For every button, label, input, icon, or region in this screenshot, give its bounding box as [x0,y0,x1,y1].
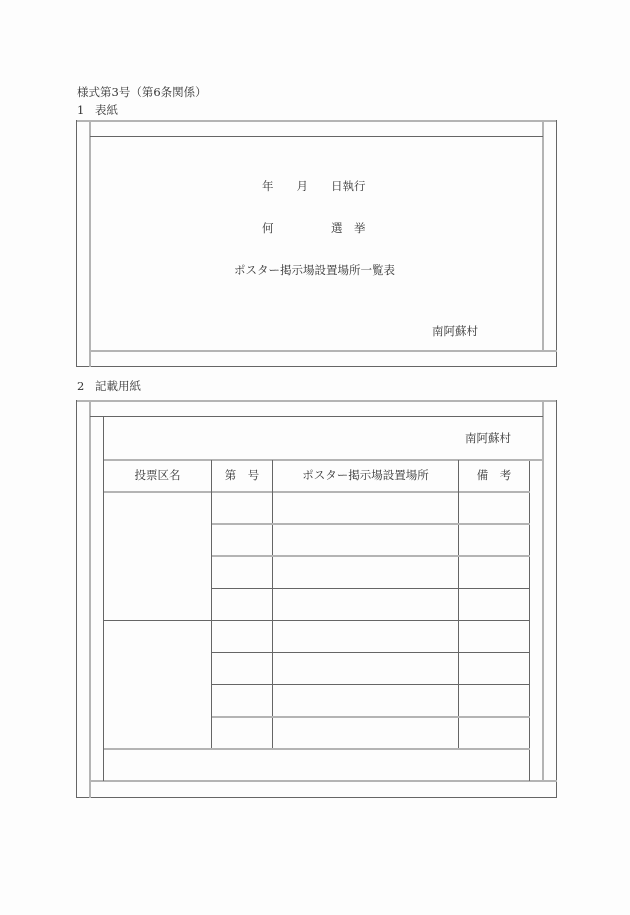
cover-list-title: ポスター掲示場設置場所一覧表 [234,263,395,277]
column-header-remarks: 備 考 [476,468,512,482]
section2-number: 2 [77,379,85,393]
column-header-location: ポスター掲示場設置場所 [302,468,429,482]
cover-election-line: 何 選 挙 [262,221,366,235]
cover-village-name: 南阿蘇村 [432,324,478,338]
form-title: 様式第3号（第6条関係） [77,85,207,99]
cover-date-line: 年 月 日執行 [262,179,366,193]
section2-heading: 記載用紙 [95,379,141,393]
section1-heading: 表紙 [95,103,118,117]
section1-number: 1 [77,103,85,117]
entry-village-name: 南阿蘇村 [465,431,511,445]
column-header-number: 第 号 [224,468,260,482]
column-header-district: 投票区名 [134,468,181,482]
